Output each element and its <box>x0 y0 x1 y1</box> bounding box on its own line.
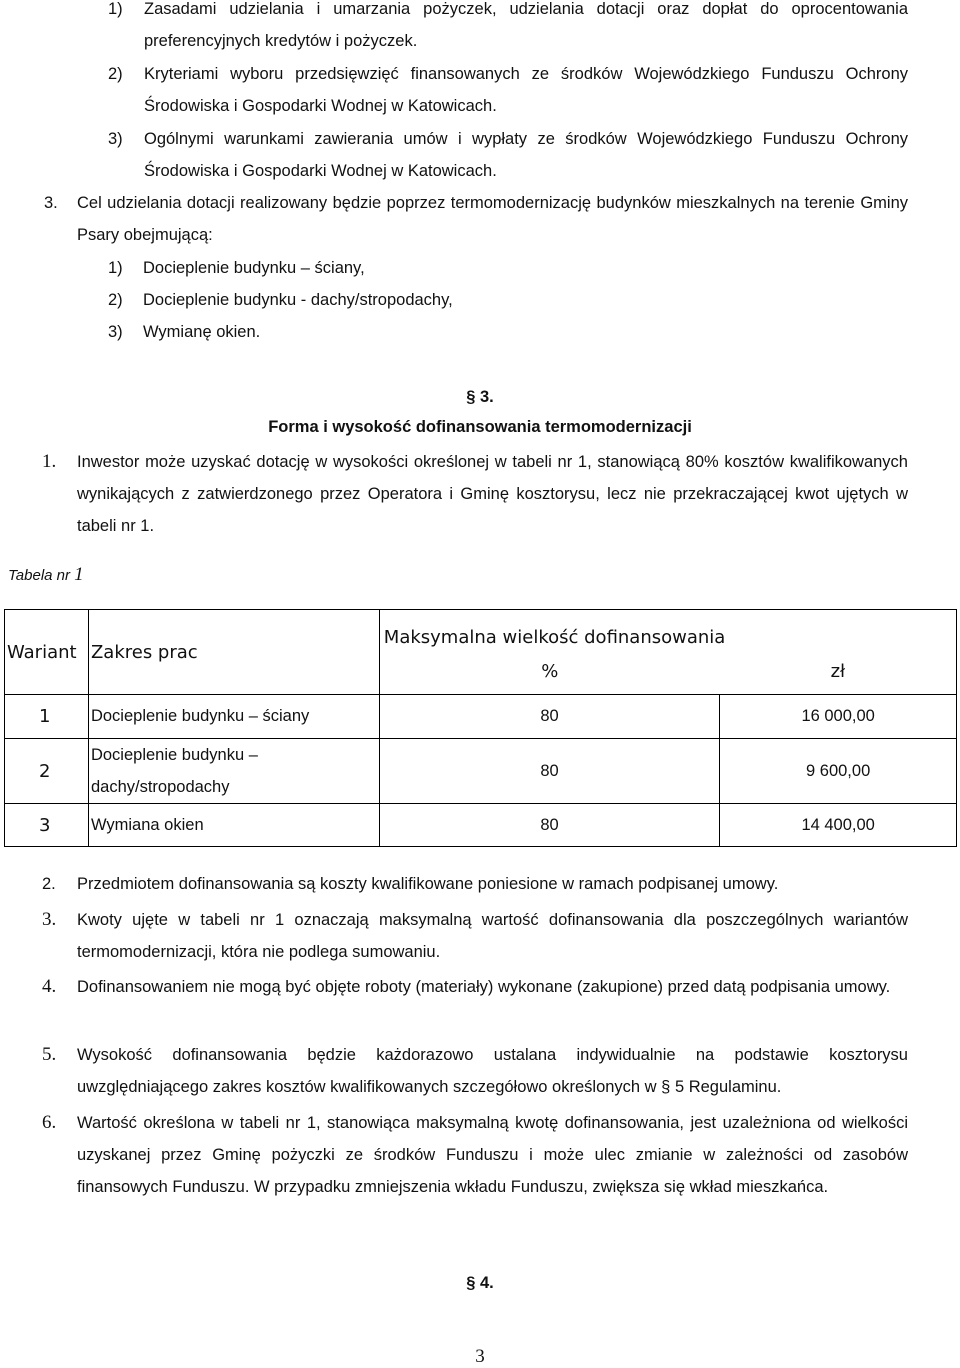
funding-table <box>4 609 957 847</box>
paragraph-number: 3. <box>42 909 57 930</box>
section-title: Forma i wysokość dofinansowania termomodernizacji <box>268 418 692 436</box>
paragraph-text: Wysokość dofinansowania będzie każdorazowo ustalana indywidualnie na podstawie kosztorysu uwzględniającego zakres kosztów kwalifikowanych szczegółowo określonych w § 5 Regulaminu. <box>77 1046 908 1096</box>
cell-variant: 2 <box>5 739 89 804</box>
list-item-text: Docieplenie budynku – ściany, <box>143 259 365 277</box>
cell-scope <box>88 739 379 804</box>
table-row <box>5 739 957 804</box>
section-heading: § 3. <box>466 388 494 406</box>
cell-pln: 9 600,00 <box>720 739 957 804</box>
sub-item-number: 3) <box>108 130 123 148</box>
sub-item-text: Ogólnymi warunkami zawierania umów i wypłaty ze środków Wojewódzkiego Funduszu Ochrony Środowiska i Gospodarki Wodnej w Katowicach. <box>144 130 908 180</box>
point-text: Cel udzielania dotacji realizowany będzie poprzez termomodernizację budynków mieszkalnych na terenie Gminy Psary obejmującą: <box>77 194 908 244</box>
list-item-text: Wymianę okien. <box>143 323 261 341</box>
point-number: 3. <box>44 194 58 212</box>
cell-scope-text: Docieplenie budynku – dachy/stropodachy <box>90 746 258 796</box>
table-caption <box>8 560 84 591</box>
paragraph-text: Inwestor może uzyskać dotację w wysokości określonej w tabeli nr 1, stanowiącą 80% kosztów kwalifikowanych wynikających z zatwierdzonego przez Operatora i Gminę kosztorysu, lecz nie przekraczającej kwot ujętych w tabeli nr 1. <box>77 453 908 535</box>
header-variant: Wariant <box>5 610 89 695</box>
cell-percent: 80 <box>379 739 719 804</box>
header-scope: Zakres prac <box>88 610 379 695</box>
header-percent: % <box>379 650 719 695</box>
paragraph-text: Przedmiotem dofinansowania są koszty kwalifikowane poniesione w ramach podpisanej umowy. <box>77 875 779 893</box>
paragraph-number: 4. <box>42 976 57 997</box>
paragraph-number: 1. <box>42 451 57 472</box>
table-caption-number: 1 <box>74 564 84 585</box>
table-row <box>5 804 957 847</box>
sub-item-number: 1) <box>108 0 123 18</box>
header-pln: zł <box>720 650 957 695</box>
table-caption-prefix: Tabela nr <box>8 567 70 584</box>
paragraph-number: 6. <box>42 1112 57 1133</box>
page-number: 3 <box>475 1346 485 1367</box>
cell-variant: 3 <box>5 804 89 847</box>
paragraph-text: Kwoty ujęte w tabeli nr 1 oznaczają maksymalną wartość dofinansowania dla poszczególnych wariantów termomodernizacji, która nie podlega sumowaniu. <box>77 911 908 961</box>
sub-item-text: Zasadami udzielania i umarzania pożyczek, udzielania dotacji oraz dopłat do oprocentowania preferencyjnych kredytów i pożyczek. <box>144 0 908 50</box>
cell-percent: 80 <box>379 695 719 739</box>
sub-item-text: Kryteriami wyboru przedsięwzięć finansowanych ze środków Wojewódzkiego Funduszu Ochrony Środowiska i Gospodarki Wodnej w Katowicach. <box>144 65 908 115</box>
cell-scope: Docieplenie budynku – ściany <box>88 695 379 739</box>
cell-percent: 80 <box>379 804 719 847</box>
cell-scope: Wymiana okien <box>88 804 379 847</box>
list-item-number: 1) <box>108 259 123 277</box>
list-item-text: Docieplenie budynku - dachy/stropodachy, <box>143 291 453 309</box>
paragraph-number: 5. <box>42 1044 57 1065</box>
cell-pln: 14 400,00 <box>720 804 957 847</box>
list-item-number: 2) <box>108 291 123 309</box>
cell-pln: 16 000,00 <box>720 695 957 739</box>
sub-item-number: 2) <box>108 65 123 83</box>
header-max-funding: Maksymalna wielkość dofinansowania <box>379 610 956 650</box>
cell-variant: 1 <box>5 695 89 739</box>
paragraph-number: 2. <box>42 875 56 893</box>
section-heading: § 4. <box>466 1274 494 1292</box>
paragraph-text: Wartość określona w tabeli nr 1, stanowiąca maksymalną kwotę dofinansowania, jest uzależniona od wielkości uzyskanej przez Gminę pożyczki ze środków Funduszu i może ulec zmianie w zależności od zasobów finansowych Funduszu. W przypadku zmniejszenia wkładu Funduszu, zwiększa się wkład mieszkańca. <box>77 1114 908 1196</box>
table-row <box>5 695 957 739</box>
paragraph-text: Dofinansowaniem nie mogą być objęte roboty (materiały) wykonane (zakupione) przed datą podpisania umowy. <box>77 978 891 996</box>
list-item-number: 3) <box>108 323 123 341</box>
